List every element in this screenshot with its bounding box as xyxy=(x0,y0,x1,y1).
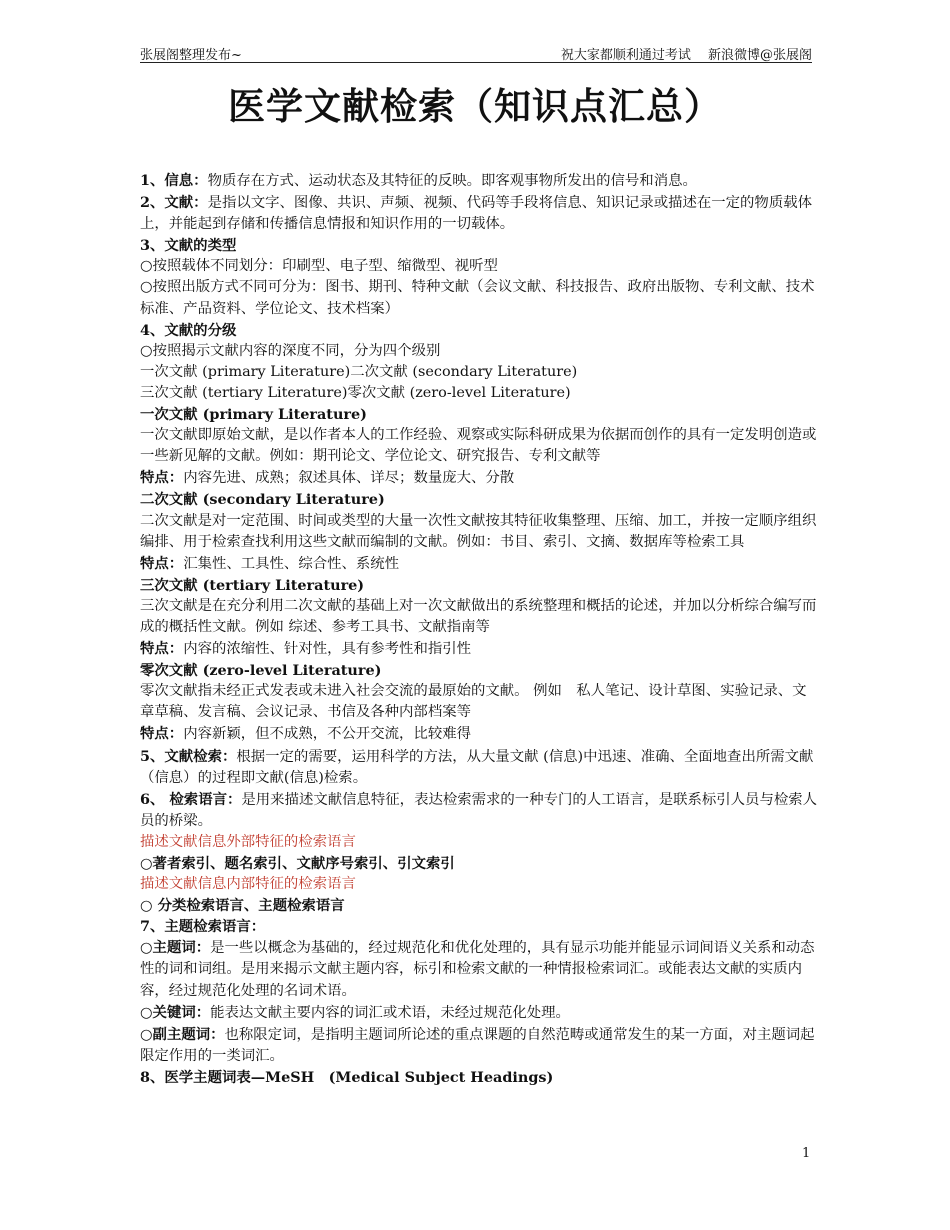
section-1-label: 1、信息： xyxy=(140,172,208,189)
section-2 xyxy=(140,192,820,235)
section-5-text: 根据一定的需要，运用科学的方法，从大量文献 (信息)中迅速、准确、全面地查出所需文献（信息）的过程即文献(信息)检索。 xyxy=(140,748,814,786)
keyword-label: ○关键词： xyxy=(140,1003,211,1021)
zero-level-heading: 零次文献 (zero-level Literature) xyxy=(140,662,382,680)
primary-heading: 一次文献 (primary Literature) xyxy=(140,406,367,424)
tertiary-feature-text: 内容的浓缩性、针对性，具有参考性和指引性 xyxy=(183,641,472,658)
running-header xyxy=(140,42,812,63)
external-features-items: ○著者索引、题名索引、文献序号索引、引文索引 xyxy=(140,855,455,872)
zero-level-feature-text: 内容新颖，但不成熟，不公开交流，比较难得 xyxy=(183,726,472,743)
section-5-label: 5、文献检索： xyxy=(140,747,237,765)
tertiary-feature-label: 特点： xyxy=(140,640,184,658)
secondary-feature-label: 特点： xyxy=(140,554,184,572)
header-right: 祝大家都顺利通过考试 新浪微博@张展阁 xyxy=(560,48,812,63)
section-2-text: 是指以文字、图像、共识、声频、视频、代码等手段将信息、知识记录或描述在一定的物质载体上，并能起到存储和传播信息情报和知识作用的一切载体。 xyxy=(140,195,812,233)
secondary-desc: 二次文献是对一定范围、时间或类型的大量一次性文献按其特征收集整理、压缩、加工，并按一定顺序组织编排、用于检索查找利用这些文献而编制的文献。例如：书目、索引、文摘、数据库等检索工具 xyxy=(140,512,817,550)
section-4-levels-1: 一次文献 (primary Literature)二次文献 (secondary Literature) xyxy=(140,363,578,380)
section-1-text: 物质存在方式、运动状态及其特征的反映。即客观事物所发出的信号和消息。 xyxy=(207,173,697,189)
internal-features-heading: 描述文献信息内部特征的检索语言 xyxy=(140,876,356,893)
primary-feature-label: 特点： xyxy=(140,469,184,487)
internal-features-items: ○ 分类检索语言、主题检索语言 xyxy=(140,897,345,915)
primary-desc: 一次文献即原始文献，是以作者本人的工作经验、观察或实际科研成果为依据而创作的具有一定发明创造或一些新见解的文献。例如：期刊论文、学位论文、研究报告、专利文献等 xyxy=(140,427,817,465)
section-6-label: 6、 检索语言： xyxy=(140,790,242,808)
subheading-term-label: ○副主题词： xyxy=(140,1025,225,1043)
secondary-feature xyxy=(140,553,820,575)
section-3-item-1: ○按照载体不同划分：印刷型、电子型、缩微型、视听型 xyxy=(140,258,498,275)
secondary-heading: 二次文献 (secondary Literature) xyxy=(140,491,385,509)
tertiary-feature xyxy=(140,638,820,660)
zero-level-feature xyxy=(140,723,820,745)
document-body xyxy=(140,170,820,1088)
subject-term-label: ○主题词： xyxy=(140,939,211,957)
primary-feature xyxy=(140,467,820,489)
section-8-heading: 8、医学主题词表—MeSH (Medical Subject Headings) xyxy=(140,1068,554,1086)
keyword xyxy=(140,1002,820,1024)
page-title: 医学文献检索（知识点汇总） xyxy=(228,84,722,128)
section-7-heading: 7、主题检索语言： xyxy=(140,918,266,936)
tertiary-desc: 三次文献是在充分利用二次文献的基础上对一次文献做出的系统整理和概括的论述，并加以分析综合编写而成的概括性文献。例如 综述、参考工具书、文献指南等 xyxy=(140,597,817,635)
section-6-text: 是用来描述文献信息特征，表达检索需求的一种专门的人工语言，是联系标引人员与检索人员的桥梁。 xyxy=(140,791,818,829)
subheading-term-text: 也称限定词，是指明主题词所论述的重点课题的自然范畴或通常发生的某一方面，对主题词起限定作用的一类词汇。 xyxy=(140,1026,815,1064)
section-6 xyxy=(140,789,820,832)
subject-term xyxy=(140,937,820,1001)
section-5 xyxy=(140,746,820,789)
section-3-item-2: ○按照出版方式不同可分为：图书、期刊、特种文献（会议文献、科技报告、政府出版物、专利文献、技术标准、产品资料、学位论文、技术档案） xyxy=(140,279,815,317)
external-features-heading: 描述文献信息外部特征的检索语言 xyxy=(140,833,356,850)
zero-level-desc: 零次文献指未经正式发表或未进入社会交流的最原始的文献。 例如 私人笔记、设计草图、实验记录、文章草稿、发言稿、会议记录、书信及各种内部档案等 xyxy=(140,683,807,721)
page-number: 1 xyxy=(802,1146,811,1161)
section-4-heading: 4、文献的分级 xyxy=(140,321,237,339)
section-2-label: 2、文献： xyxy=(140,194,208,212)
section-4-intro: ○按照揭示文献内容的深度不同，分为四个级别 xyxy=(140,342,441,359)
tertiary-heading: 三次文献 (tertiary Literature) xyxy=(140,576,365,594)
keyword-text: 能表达文献主要内容的词汇或术语，未经过规范化处理。 xyxy=(210,1004,570,1021)
secondary-feature-text: 汇集性、工具性、综合性、系统性 xyxy=(183,555,400,572)
zero-level-feature-label: 特点： xyxy=(140,725,184,743)
subject-term-text: 是一些以概念为基础的，经过规范化和优化处理的，具有显示功能并能显示词间语义关系和动态性的词和词组。是用来揭示文献主题内容，标引和检索文献的一种情报检索词汇。或能表达文献的实质内容，经过规范化处理的名词术语。 xyxy=(140,940,815,999)
section-3-heading: 3、文献的类型 xyxy=(140,237,237,255)
section-4-levels-2: 三次文献 (tertiary Literature)零次文献 (zero-level Literature) xyxy=(140,384,571,401)
primary-feature-text: 内容先进、成熟；叙述具体、详尽；数量庞大、分散 xyxy=(183,470,515,487)
section-1 xyxy=(140,170,820,192)
subheading-term xyxy=(140,1024,820,1067)
header-left: 张展阁整理发布~ xyxy=(140,48,242,63)
